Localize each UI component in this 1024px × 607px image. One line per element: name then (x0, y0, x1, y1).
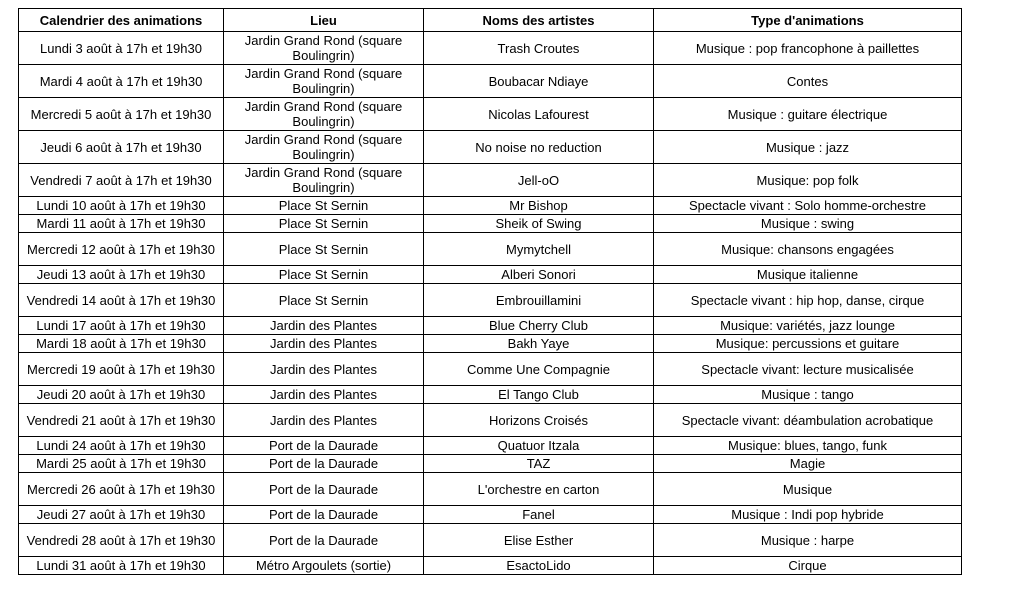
cell-date: Mardi 25 août à 17h et 19h30 (19, 455, 224, 473)
table-row (19, 284, 962, 317)
cell-artiste: Trash Croutes (424, 32, 654, 65)
cell-lieu: Port de la Daurade (224, 506, 424, 524)
table-row (19, 164, 962, 197)
cell-date: Lundi 10 août à 17h et 19h30 (19, 197, 224, 215)
cell-artiste: Alberi Sonori (424, 266, 654, 284)
cell-date: Mercredi 26 août à 17h et 19h30 (19, 473, 224, 506)
cell-lieu: Jardin Grand Rond (square Boulingrin) (224, 32, 424, 65)
table-row (19, 557, 962, 575)
cell-date: Jeudi 27 août à 17h et 19h30 (19, 506, 224, 524)
table-header (19, 9, 962, 32)
cell-lieu: Jardin des Plantes (224, 404, 424, 437)
header-row (19, 9, 962, 32)
cell-date: Lundi 17 août à 17h et 19h30 (19, 317, 224, 335)
cell-lieu: Port de la Daurade (224, 473, 424, 506)
cell-lieu: Jardin Grand Rond (square Boulingrin) (224, 131, 424, 164)
cell-date: Lundi 24 août à 17h et 19h30 (19, 437, 224, 455)
table-row (19, 386, 962, 404)
table-body (19, 32, 962, 575)
cell-type: Spectacle vivant : Solo homme-orchestre (654, 197, 962, 215)
cell-date: Vendredi 7 août à 17h et 19h30 (19, 164, 224, 197)
cell-lieu: Jardin Grand Rond (square Boulingrin) (224, 98, 424, 131)
table-row (19, 473, 962, 506)
cell-type: Musique italienne (654, 266, 962, 284)
table-row (19, 266, 962, 284)
cell-lieu: Place St Sernin (224, 197, 424, 215)
cell-type: Contes (654, 65, 962, 98)
table-row (19, 131, 962, 164)
cell-lieu: Place St Sernin (224, 284, 424, 317)
cell-artiste: Comme Une Compagnie (424, 353, 654, 386)
cell-type: Musique : Indi pop hybride (654, 506, 962, 524)
cell-date: Vendredi 28 août à 17h et 19h30 (19, 524, 224, 557)
cell-type: Musique: variétés, jazz lounge (654, 317, 962, 335)
header-artistes: Noms des artistes (424, 9, 654, 32)
cell-type: Musique : pop francophone à paillettes (654, 32, 962, 65)
cell-type: Musique: pop folk (654, 164, 962, 197)
cell-artiste: Fanel (424, 506, 654, 524)
cell-lieu: Place St Sernin (224, 215, 424, 233)
cell-artiste: Horizons Croisés (424, 404, 654, 437)
cell-artiste: Mymytchell (424, 233, 654, 266)
cell-date: Mercredi 12 août à 17h et 19h30 (19, 233, 224, 266)
cell-artiste: Nicolas Lafourest (424, 98, 654, 131)
cell-type: Musique : guitare électrique (654, 98, 962, 131)
cell-type: Musique: chansons engagées (654, 233, 962, 266)
cell-type: Spectacle vivant: déambulation acrobatique (654, 404, 962, 437)
cell-artiste: No noise no reduction (424, 131, 654, 164)
cell-lieu: Jardin des Plantes (224, 335, 424, 353)
animations-table (18, 8, 962, 575)
cell-artiste: El Tango Club (424, 386, 654, 404)
cell-type: Cirque (654, 557, 962, 575)
header-calendrier: Calendrier des animations (19, 9, 224, 32)
cell-artiste: Sheik of Swing (424, 215, 654, 233)
cell-lieu: Place St Sernin (224, 233, 424, 266)
cell-lieu: Jardin des Plantes (224, 386, 424, 404)
cell-type: Spectacle vivant: lecture musicalisée (654, 353, 962, 386)
cell-artiste: Mr Bishop (424, 197, 654, 215)
cell-type: Spectacle vivant : hip hop, danse, cirque (654, 284, 962, 317)
cell-lieu: Place St Sernin (224, 266, 424, 284)
table-row (19, 32, 962, 65)
cell-date: Lundi 3 août à 17h et 19h30 (19, 32, 224, 65)
cell-date: Mardi 11 août à 17h et 19h30 (19, 215, 224, 233)
cell-artiste: Bakh Yaye (424, 335, 654, 353)
cell-artiste: Jell-oO (424, 164, 654, 197)
table-row (19, 335, 962, 353)
table-row (19, 404, 962, 437)
cell-lieu: Port de la Daurade (224, 437, 424, 455)
cell-artiste: Quatuor Itzala (424, 437, 654, 455)
cell-type: Musique : swing (654, 215, 962, 233)
cell-type: Musique: percussions et guitare (654, 335, 962, 353)
cell-date: Jeudi 6 août à 17h et 19h30 (19, 131, 224, 164)
cell-date: Jeudi 20 août à 17h et 19h30 (19, 386, 224, 404)
cell-lieu: Port de la Daurade (224, 524, 424, 557)
table-row (19, 506, 962, 524)
cell-artiste: Elise Esther (424, 524, 654, 557)
cell-lieu: Jardin des Plantes (224, 317, 424, 335)
header-lieu: Lieu (224, 9, 424, 32)
cell-type: Musique : tango (654, 386, 962, 404)
cell-date: Mardi 18 août à 17h et 19h30 (19, 335, 224, 353)
cell-artiste: EsactoLido (424, 557, 654, 575)
header-type: Type d'animations (654, 9, 962, 32)
cell-date: Lundi 31 août à 17h et 19h30 (19, 557, 224, 575)
cell-date: Vendredi 14 août à 17h et 19h30 (19, 284, 224, 317)
cell-artiste: Boubacar Ndiaye (424, 65, 654, 98)
cell-type: Musique (654, 473, 962, 506)
cell-date: Mercredi 19 août à 17h et 19h30 (19, 353, 224, 386)
cell-date: Mercredi 5 août à 17h et 19h30 (19, 98, 224, 131)
table-row (19, 317, 962, 335)
cell-lieu: Jardin Grand Rond (square Boulingrin) (224, 164, 424, 197)
cell-type: Musique: blues, tango, funk (654, 437, 962, 455)
cell-artiste: TAZ (424, 455, 654, 473)
table-row (19, 215, 962, 233)
table-row (19, 98, 962, 131)
table-row (19, 65, 962, 98)
cell-date: Vendredi 21 août à 17h et 19h30 (19, 404, 224, 437)
table-row (19, 437, 962, 455)
cell-artiste: L'orchestre en carton (424, 473, 654, 506)
cell-type: Musique : harpe (654, 524, 962, 557)
cell-date: Mardi 4 août à 17h et 19h30 (19, 65, 224, 98)
cell-type: Musique : jazz (654, 131, 962, 164)
cell-type: Magie (654, 455, 962, 473)
table-row (19, 233, 962, 266)
table-row (19, 455, 962, 473)
table-row (19, 197, 962, 215)
cell-lieu: Métro Argoulets (sortie) (224, 557, 424, 575)
table-row (19, 524, 962, 557)
cell-artiste: Embrouillamini (424, 284, 654, 317)
cell-lieu: Port de la Daurade (224, 455, 424, 473)
table-row (19, 353, 962, 386)
cell-date: Jeudi 13 août à 17h et 19h30 (19, 266, 224, 284)
cell-lieu: Jardin des Plantes (224, 353, 424, 386)
cell-lieu: Jardin Grand Rond (square Boulingrin) (224, 65, 424, 98)
cell-artiste: Blue Cherry Club (424, 317, 654, 335)
